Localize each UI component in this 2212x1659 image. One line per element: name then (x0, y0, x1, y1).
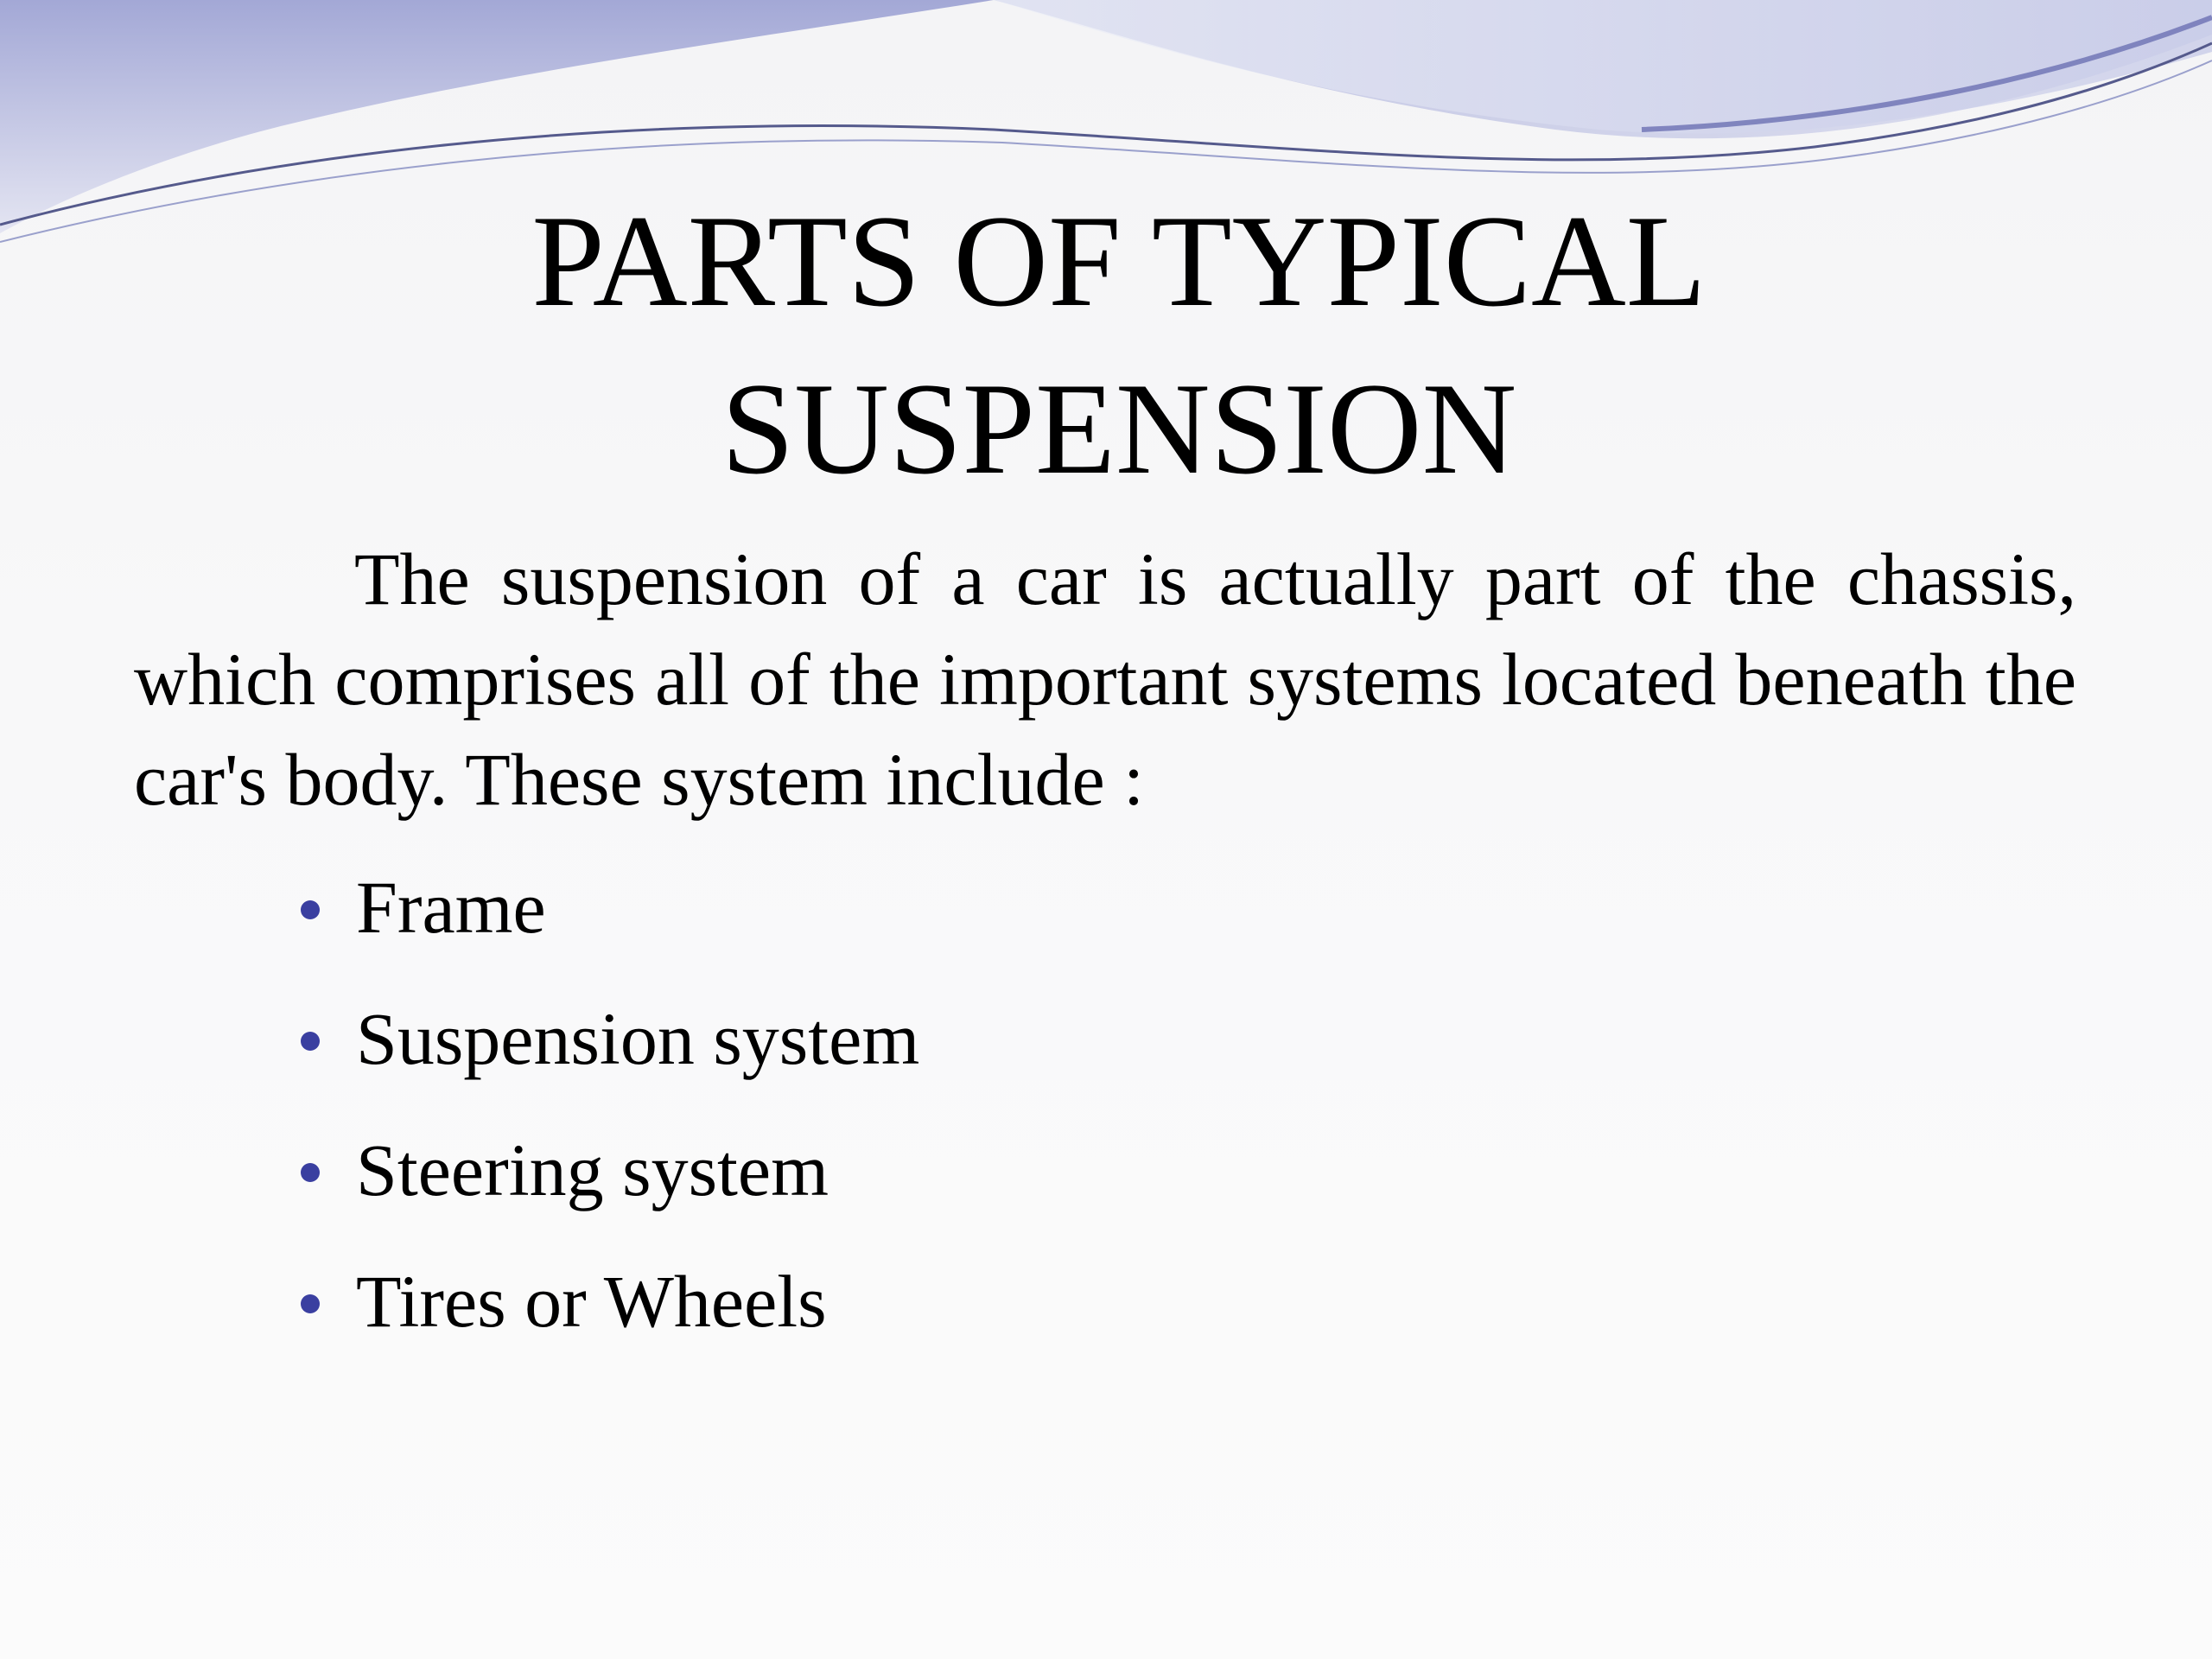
slide-title-line-2: SUSPENSION (721, 356, 1517, 501)
list-item-label: Suspension system (356, 997, 920, 1080)
list-item-label: Tires or Wheels (356, 1260, 827, 1343)
list-item-label: Steering system (356, 1128, 829, 1211)
bullet-list (294, 855, 1676, 1381)
bullet-dot-icon (301, 900, 320, 919)
bullet-dot-icon (301, 1032, 320, 1051)
bullet-dot-icon (301, 1294, 320, 1313)
slide-title (259, 177, 1979, 512)
list-item (294, 987, 1676, 1118)
list-item-label: Frame (356, 866, 546, 949)
bullet-dot-icon (301, 1163, 320, 1182)
slide-title-line-1: PARTS OF TYPICAL (531, 188, 1707, 334)
list-item (294, 855, 1676, 987)
body-paragraph: The suspension of a car is actually part of the chassis, which comprises all of the important systems located beneath the car's body. These system include : (134, 537, 2076, 821)
list-item (294, 1118, 1676, 1249)
list-item (294, 1249, 1676, 1381)
